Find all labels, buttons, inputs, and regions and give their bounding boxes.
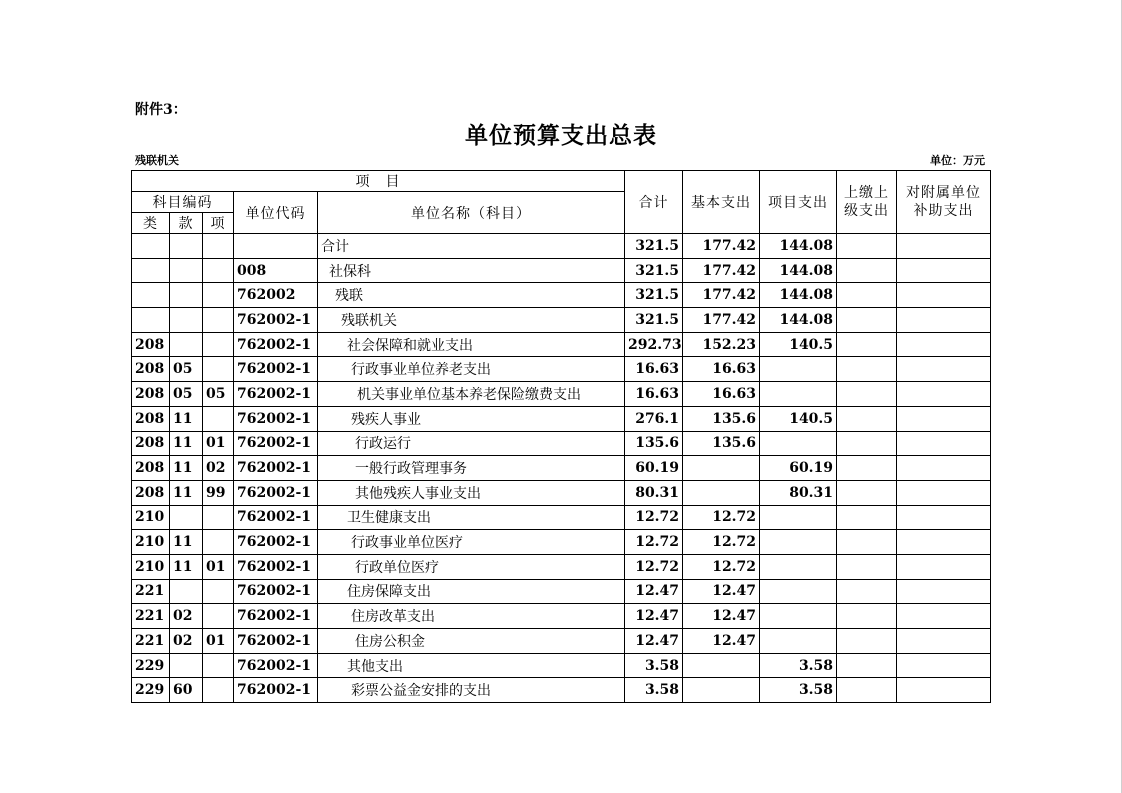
cell-basic: 12.47 (683, 579, 760, 604)
cell-lei (132, 234, 170, 259)
cell-subsidy (897, 604, 991, 629)
cell-kuan: 11 (170, 480, 203, 505)
cell-project: 140.5 (760, 406, 837, 431)
header-xiang: 项 (203, 213, 234, 234)
cell-unit-code: 762002-1 (234, 431, 318, 456)
cell-xiang: 02 (203, 456, 234, 481)
cell-unit-name: 行政事业单位养老支出 (318, 357, 625, 382)
cell-upper (837, 505, 897, 530)
cell-lei: 208 (132, 431, 170, 456)
cell-xiang (203, 530, 234, 555)
cell-unit-code: 762002-1 (234, 678, 318, 703)
header-unit-name: 单位名称（科目） (318, 192, 625, 234)
cell-kuan: 05 (170, 382, 203, 407)
cell-total: 16.63 (625, 382, 683, 407)
cell-project: 60.19 (760, 456, 837, 481)
cell-unit-name: 其他残疾人事业支出 (318, 480, 625, 505)
cell-project (760, 431, 837, 456)
cell-upper (837, 406, 897, 431)
cell-project: 140.5 (760, 332, 837, 357)
cell-upper (837, 678, 897, 703)
cell-total: 12.47 (625, 604, 683, 629)
table-row (132, 629, 991, 654)
cell-xiang: 01 (203, 554, 234, 579)
cell-basic: 177.42 (683, 234, 760, 259)
cell-kuan (170, 579, 203, 604)
cell-total: 80.31 (625, 480, 683, 505)
cell-upper (837, 357, 897, 382)
cell-basic (683, 653, 760, 678)
table-row (132, 258, 991, 283)
cell-basic: 177.42 (683, 308, 760, 333)
cell-unit-name: 其他支出 (318, 653, 625, 678)
cell-unit-name: 彩票公益金安排的支出 (318, 678, 625, 703)
cell-subsidy (897, 234, 991, 259)
cell-total: 3.58 (625, 678, 683, 703)
table-row (132, 431, 991, 456)
cell-lei: 208 (132, 456, 170, 481)
table-body (132, 234, 991, 703)
organization-name: 残联机关 (135, 154, 179, 167)
cell-upper (837, 382, 897, 407)
cell-unit-code: 762002-1 (234, 505, 318, 530)
cell-subsidy (897, 678, 991, 703)
cell-upper (837, 234, 897, 259)
cell-unit-name: 残疾人事业 (318, 406, 625, 431)
cell-kuan (170, 258, 203, 283)
cell-total: 321.5 (625, 283, 683, 308)
cell-unit-name: 住房改革支出 (318, 604, 625, 629)
cell-basic: 135.6 (683, 406, 760, 431)
cell-basic: 12.72 (683, 554, 760, 579)
cell-basic (683, 480, 760, 505)
cell-subsidy (897, 406, 991, 431)
table-row (132, 382, 991, 407)
header-subject-code: 科目编码 (132, 192, 234, 213)
table-row (132, 530, 991, 555)
cell-subsidy (897, 530, 991, 555)
cell-upper (837, 456, 897, 481)
header-basic: 基本支出 (683, 171, 760, 234)
cell-lei (132, 283, 170, 308)
cell-xiang (203, 406, 234, 431)
cell-total: 321.5 (625, 234, 683, 259)
cell-total: 60.19 (625, 456, 683, 481)
cell-basic: 16.63 (683, 382, 760, 407)
cell-kuan (170, 308, 203, 333)
cell-subsidy (897, 332, 991, 357)
cell-basic: 16.63 (683, 357, 760, 382)
table-row (132, 308, 991, 333)
cell-xiang: 05 (203, 382, 234, 407)
cell-lei: 208 (132, 406, 170, 431)
cell-upper (837, 332, 897, 357)
cell-project: 3.58 (760, 678, 837, 703)
cell-lei: 210 (132, 530, 170, 555)
cell-xiang (203, 283, 234, 308)
cell-subsidy (897, 554, 991, 579)
cell-total: 292.73 (625, 332, 683, 357)
cell-xiang: 99 (203, 480, 234, 505)
table-row (132, 554, 991, 579)
cell-xiang (203, 308, 234, 333)
cell-project (760, 382, 837, 407)
cell-unit-code: 762002-1 (234, 579, 318, 604)
cell-lei: 221 (132, 604, 170, 629)
cell-project (760, 629, 837, 654)
cell-upper (837, 604, 897, 629)
cell-total: 12.47 (625, 629, 683, 654)
cell-upper (837, 653, 897, 678)
cell-project: 144.08 (760, 308, 837, 333)
cell-project: 80.31 (760, 480, 837, 505)
cell-upper (837, 308, 897, 333)
cell-project (760, 579, 837, 604)
cell-total: 12.72 (625, 530, 683, 555)
cell-kuan: 02 (170, 604, 203, 629)
cell-unit-code: 762002-1 (234, 530, 318, 555)
cell-unit-code: 762002-1 (234, 629, 318, 654)
header-total: 合计 (625, 171, 683, 234)
cell-total: 12.72 (625, 505, 683, 530)
cell-lei: 208 (132, 332, 170, 357)
cell-xiang: 01 (203, 629, 234, 654)
table-row (132, 234, 991, 259)
cell-total: 135.6 (625, 431, 683, 456)
cell-xiang (203, 357, 234, 382)
cell-unit-code: 762002-1 (234, 382, 318, 407)
cell-kuan (170, 653, 203, 678)
cell-subsidy (897, 480, 991, 505)
cell-basic: 177.42 (683, 258, 760, 283)
table-row (132, 604, 991, 629)
cell-subsidy (897, 431, 991, 456)
table-row (132, 678, 991, 703)
cell-lei: 229 (132, 678, 170, 703)
budget-expenditure-table (131, 170, 991, 703)
cell-lei: 229 (132, 653, 170, 678)
cell-xiang (203, 258, 234, 283)
cell-lei: 208 (132, 357, 170, 382)
cell-subsidy (897, 629, 991, 654)
table-row (132, 357, 991, 382)
cell-total: 12.47 (625, 579, 683, 604)
cell-kuan: 02 (170, 629, 203, 654)
cell-basic: 152.23 (683, 332, 760, 357)
cell-lei: 221 (132, 579, 170, 604)
cell-unit-name: 社保科 (318, 258, 625, 283)
cell-upper (837, 283, 897, 308)
cell-lei (132, 308, 170, 333)
cell-unit-code: 008 (234, 258, 318, 283)
header-subsidy: 对附属单位补助支出 (897, 171, 991, 234)
cell-subsidy (897, 579, 991, 604)
cell-unit-name: 合计 (318, 234, 625, 259)
cell-subsidy (897, 456, 991, 481)
cell-kuan: 11 (170, 406, 203, 431)
header-project-expenditure: 项目支出 (760, 171, 837, 234)
cell-total: 321.5 (625, 258, 683, 283)
cell-unit-name: 机关事业单位基本养老保险缴费支出 (318, 382, 625, 407)
cell-upper (837, 629, 897, 654)
header-project: 项 目 (132, 171, 625, 192)
cell-upper (837, 480, 897, 505)
table-row (132, 579, 991, 604)
cell-basic (683, 678, 760, 703)
cell-subsidy (897, 357, 991, 382)
cell-unit-name: 社会保障和就业支出 (318, 332, 625, 357)
cell-unit-code: 762002-1 (234, 357, 318, 382)
cell-basic: 12.47 (683, 604, 760, 629)
cell-subsidy (897, 308, 991, 333)
cell-basic: 12.47 (683, 629, 760, 654)
cell-xiang (203, 332, 234, 357)
page-title: 单位预算支出总表 (465, 122, 657, 149)
cell-project (760, 357, 837, 382)
cell-subsidy (897, 653, 991, 678)
cell-total: 3.58 (625, 653, 683, 678)
table-row (132, 653, 991, 678)
cell-kuan: 60 (170, 678, 203, 703)
cell-project: 144.08 (760, 258, 837, 283)
cell-xiang (203, 505, 234, 530)
cell-xiang (203, 678, 234, 703)
cell-project (760, 554, 837, 579)
table-row (132, 332, 991, 357)
cell-project (760, 604, 837, 629)
table-row (132, 480, 991, 505)
cell-lei: 221 (132, 629, 170, 654)
cell-project (760, 505, 837, 530)
cell-unit-name: 行政单位医疗 (318, 554, 625, 579)
cell-unit-code: 762002-1 (234, 653, 318, 678)
cell-xiang (203, 604, 234, 629)
header-upper-payment: 上缴上级支出 (837, 171, 897, 234)
cell-unit-code: 762002-1 (234, 308, 318, 333)
table-row (132, 505, 991, 530)
table-row (132, 283, 991, 308)
cell-unit-name: 住房保障支出 (318, 579, 625, 604)
cell-kuan (170, 234, 203, 259)
cell-kuan: 11 (170, 431, 203, 456)
cell-xiang (203, 579, 234, 604)
cell-subsidy (897, 505, 991, 530)
cell-project: 3.58 (760, 653, 837, 678)
cell-xiang: 01 (203, 431, 234, 456)
table-row (132, 456, 991, 481)
header-kuan: 款 (170, 213, 203, 234)
cell-project (760, 530, 837, 555)
cell-basic: 135.6 (683, 431, 760, 456)
cell-unit-code: 762002-1 (234, 604, 318, 629)
cell-upper (837, 258, 897, 283)
cell-project: 144.08 (760, 283, 837, 308)
cell-upper (837, 431, 897, 456)
cell-unit-name: 住房公积金 (318, 629, 625, 654)
cell-unit-name: 卫生健康支出 (318, 505, 625, 530)
cell-unit-name: 一般行政管理事务 (318, 456, 625, 481)
cell-basic: 12.72 (683, 505, 760, 530)
cell-unit-code: 762002-1 (234, 456, 318, 481)
cell-unit-name: 行政事业单位医疗 (318, 530, 625, 555)
cell-kuan: 11 (170, 530, 203, 555)
unit-label: 单位：万元 (930, 154, 985, 167)
cell-kuan: 11 (170, 456, 203, 481)
cell-lei: 208 (132, 480, 170, 505)
cell-unit-name: 行政运行 (318, 431, 625, 456)
cell-upper (837, 579, 897, 604)
cell-lei: 208 (132, 382, 170, 407)
cell-unit-code: 762002-1 (234, 406, 318, 431)
cell-lei: 210 (132, 554, 170, 579)
cell-kuan: 11 (170, 554, 203, 579)
cell-upper (837, 554, 897, 579)
header-lei: 类 (132, 213, 170, 234)
cell-unit-code: 762002-1 (234, 554, 318, 579)
cell-total: 321.5 (625, 308, 683, 333)
cell-basic: 177.42 (683, 283, 760, 308)
cell-total: 12.72 (625, 554, 683, 579)
cell-lei: 210 (132, 505, 170, 530)
cell-total: 16.63 (625, 357, 683, 382)
cell-unit-code: 762002-1 (234, 332, 318, 357)
cell-kuan (170, 283, 203, 308)
cell-lei (132, 258, 170, 283)
cell-unit-code: 762002-1 (234, 480, 318, 505)
cell-unit-code: 762002 (234, 283, 318, 308)
cell-project: 144.08 (760, 234, 837, 259)
header-unit-code: 单位代码 (234, 192, 318, 234)
cell-upper (837, 530, 897, 555)
cell-subsidy (897, 382, 991, 407)
cell-basic: 12.72 (683, 530, 760, 555)
table-row (132, 406, 991, 431)
cell-basic (683, 456, 760, 481)
cell-kuan (170, 332, 203, 357)
cell-unit-name: 残联机关 (318, 308, 625, 333)
attachment-label: 附件3： (135, 102, 187, 118)
cell-unit-code (234, 234, 318, 259)
cell-unit-name: 残联 (318, 283, 625, 308)
cell-subsidy (897, 258, 991, 283)
cell-total: 276.1 (625, 406, 683, 431)
cell-kuan (170, 505, 203, 530)
cell-subsidy (897, 283, 991, 308)
cell-xiang (203, 234, 234, 259)
cell-kuan: 05 (170, 357, 203, 382)
cell-xiang (203, 653, 234, 678)
